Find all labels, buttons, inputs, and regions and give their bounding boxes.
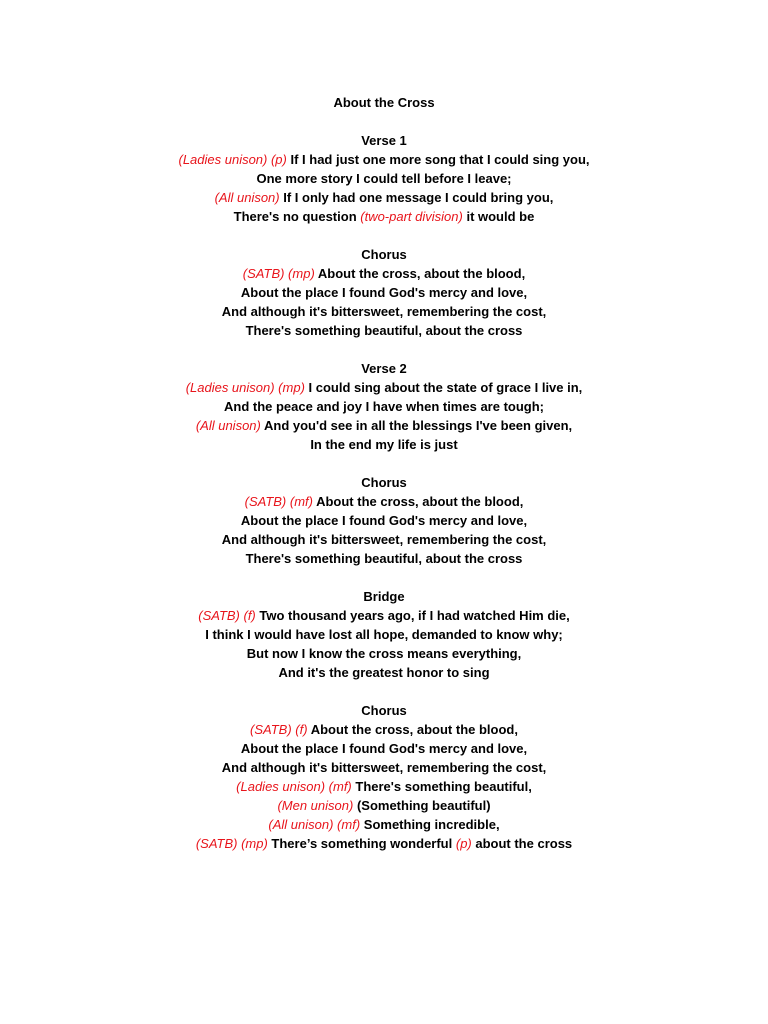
document-title: About the Cross xyxy=(333,95,435,110)
spacer xyxy=(0,568,768,587)
lyric-line xyxy=(0,321,768,340)
performance-direction: (All unison) xyxy=(195,418,261,433)
lyric-line xyxy=(0,606,768,625)
lyric-line xyxy=(0,720,768,739)
lyric-text: I think I would have lost all hope, demanded to know why; xyxy=(205,627,563,642)
lyric-line xyxy=(0,150,768,169)
section-heading: Verse 2 xyxy=(361,361,407,376)
spacer xyxy=(0,226,768,245)
lyrics-section xyxy=(0,701,768,853)
lyric-line xyxy=(0,264,768,283)
lyrics-section xyxy=(0,245,768,359)
lyric-text: Something incredible, xyxy=(360,817,500,832)
lyric-line xyxy=(0,625,768,644)
lyric-text: (Something beautiful) xyxy=(353,798,491,813)
lyrics-sections xyxy=(0,131,768,853)
performance-direction: (p) xyxy=(455,836,472,851)
section-heading: Chorus xyxy=(361,475,407,490)
lyric-text: And although it's bittersweet, remembering the cost, xyxy=(221,760,547,775)
lyrics-section xyxy=(0,131,768,245)
lyric-text: And although it's bittersweet, remembering the cost, xyxy=(221,532,547,547)
lyric-line xyxy=(0,777,768,796)
lyric-line xyxy=(0,207,768,226)
lyric-line xyxy=(0,302,768,321)
lyrics-section xyxy=(0,359,768,473)
lyric-text: There’s something wonderful xyxy=(267,836,456,851)
lyric-text: But now I know the cross means everything, xyxy=(246,646,522,661)
lyric-text: I could sing about the state of grace I live in, xyxy=(304,380,583,395)
lyrics-document xyxy=(0,93,768,853)
section-heading: Bridge xyxy=(363,589,405,604)
lyric-line xyxy=(0,397,768,416)
lyric-text: About the cross, about the blood, xyxy=(307,722,518,737)
lyric-text: In the end my life is just xyxy=(310,437,458,452)
performance-direction: (Ladies unison) (mp) xyxy=(185,380,305,395)
performance-direction: (SATB) (f) xyxy=(198,608,256,623)
performance-direction: (SATB) (f) xyxy=(250,722,308,737)
lyric-line xyxy=(0,416,768,435)
lyric-line xyxy=(0,492,768,511)
lyric-text: And the peace and joy I have when times are tough; xyxy=(223,399,544,414)
lyrics-section xyxy=(0,473,768,587)
section-heading: Chorus xyxy=(361,247,407,262)
lyric-text: There's something beautiful, about the cross xyxy=(245,323,523,338)
lyric-line xyxy=(0,834,768,853)
lyric-text: About the place I found God's mercy and love, xyxy=(240,741,528,756)
lyric-text: And you'd see in all the blessings I've been given, xyxy=(260,418,573,433)
lyric-line xyxy=(0,378,768,397)
lyric-line xyxy=(0,169,768,188)
lyric-text: it would be xyxy=(462,209,535,224)
spacer xyxy=(0,454,768,473)
lyric-line xyxy=(0,549,768,568)
lyric-line xyxy=(0,796,768,815)
section-heading: Verse 1 xyxy=(361,133,407,148)
lyric-text: About the cross, about the blood, xyxy=(312,494,524,509)
lyric-text: There's no question xyxy=(233,209,361,224)
spacer xyxy=(0,340,768,359)
lyric-text: About the place I found God's mercy and love, xyxy=(240,285,528,300)
lyric-line xyxy=(0,815,768,834)
spacer xyxy=(0,682,768,701)
lyric-line xyxy=(0,644,768,663)
lyric-line xyxy=(0,663,768,682)
lyric-line xyxy=(0,511,768,530)
lyric-text: And it's the greatest honor to sing xyxy=(278,665,490,680)
performance-direction: (SATB) (mf) xyxy=(244,494,313,509)
lyric-text: About the place I found God's mercy and love, xyxy=(240,513,528,528)
performance-direction: (two-part division) xyxy=(360,209,463,224)
lyric-text: If I had just one more song that I could sing you, xyxy=(286,152,590,167)
performance-direction: (All unison) (mf) xyxy=(268,817,361,832)
performance-direction: (SATB) (mp) xyxy=(195,836,268,851)
lyric-text: And although it's bittersweet, remembering the cost, xyxy=(221,304,547,319)
lyric-line xyxy=(0,758,768,777)
lyric-text: There's something beautiful, xyxy=(351,779,532,794)
performance-direction: (All unison) xyxy=(214,190,280,205)
lyric-line xyxy=(0,530,768,549)
lyric-text: Two thousand years ago, if I had watched Him die, xyxy=(255,608,570,623)
performance-direction: (SATB) (mp) xyxy=(242,266,315,281)
lyrics-section xyxy=(0,587,768,701)
lyric-text: If I only had one message I could bring you, xyxy=(279,190,554,205)
lyric-text: about the cross xyxy=(471,836,573,851)
lyric-line xyxy=(0,435,768,454)
section-heading: Chorus xyxy=(361,703,407,718)
lyric-line xyxy=(0,739,768,758)
lyric-text: There's something beautiful, about the cross xyxy=(245,551,523,566)
lyric-line xyxy=(0,283,768,302)
performance-direction: (Men unison) xyxy=(277,798,354,813)
performance-direction: (Ladies unison) (mf) xyxy=(236,779,352,794)
lyric-text: About the cross, about the blood, xyxy=(314,266,526,281)
lyric-text: One more story I could tell before I leave; xyxy=(256,171,512,186)
spacer xyxy=(0,112,768,131)
lyric-line xyxy=(0,188,768,207)
performance-direction: (Ladies unison) (p) xyxy=(178,152,287,167)
